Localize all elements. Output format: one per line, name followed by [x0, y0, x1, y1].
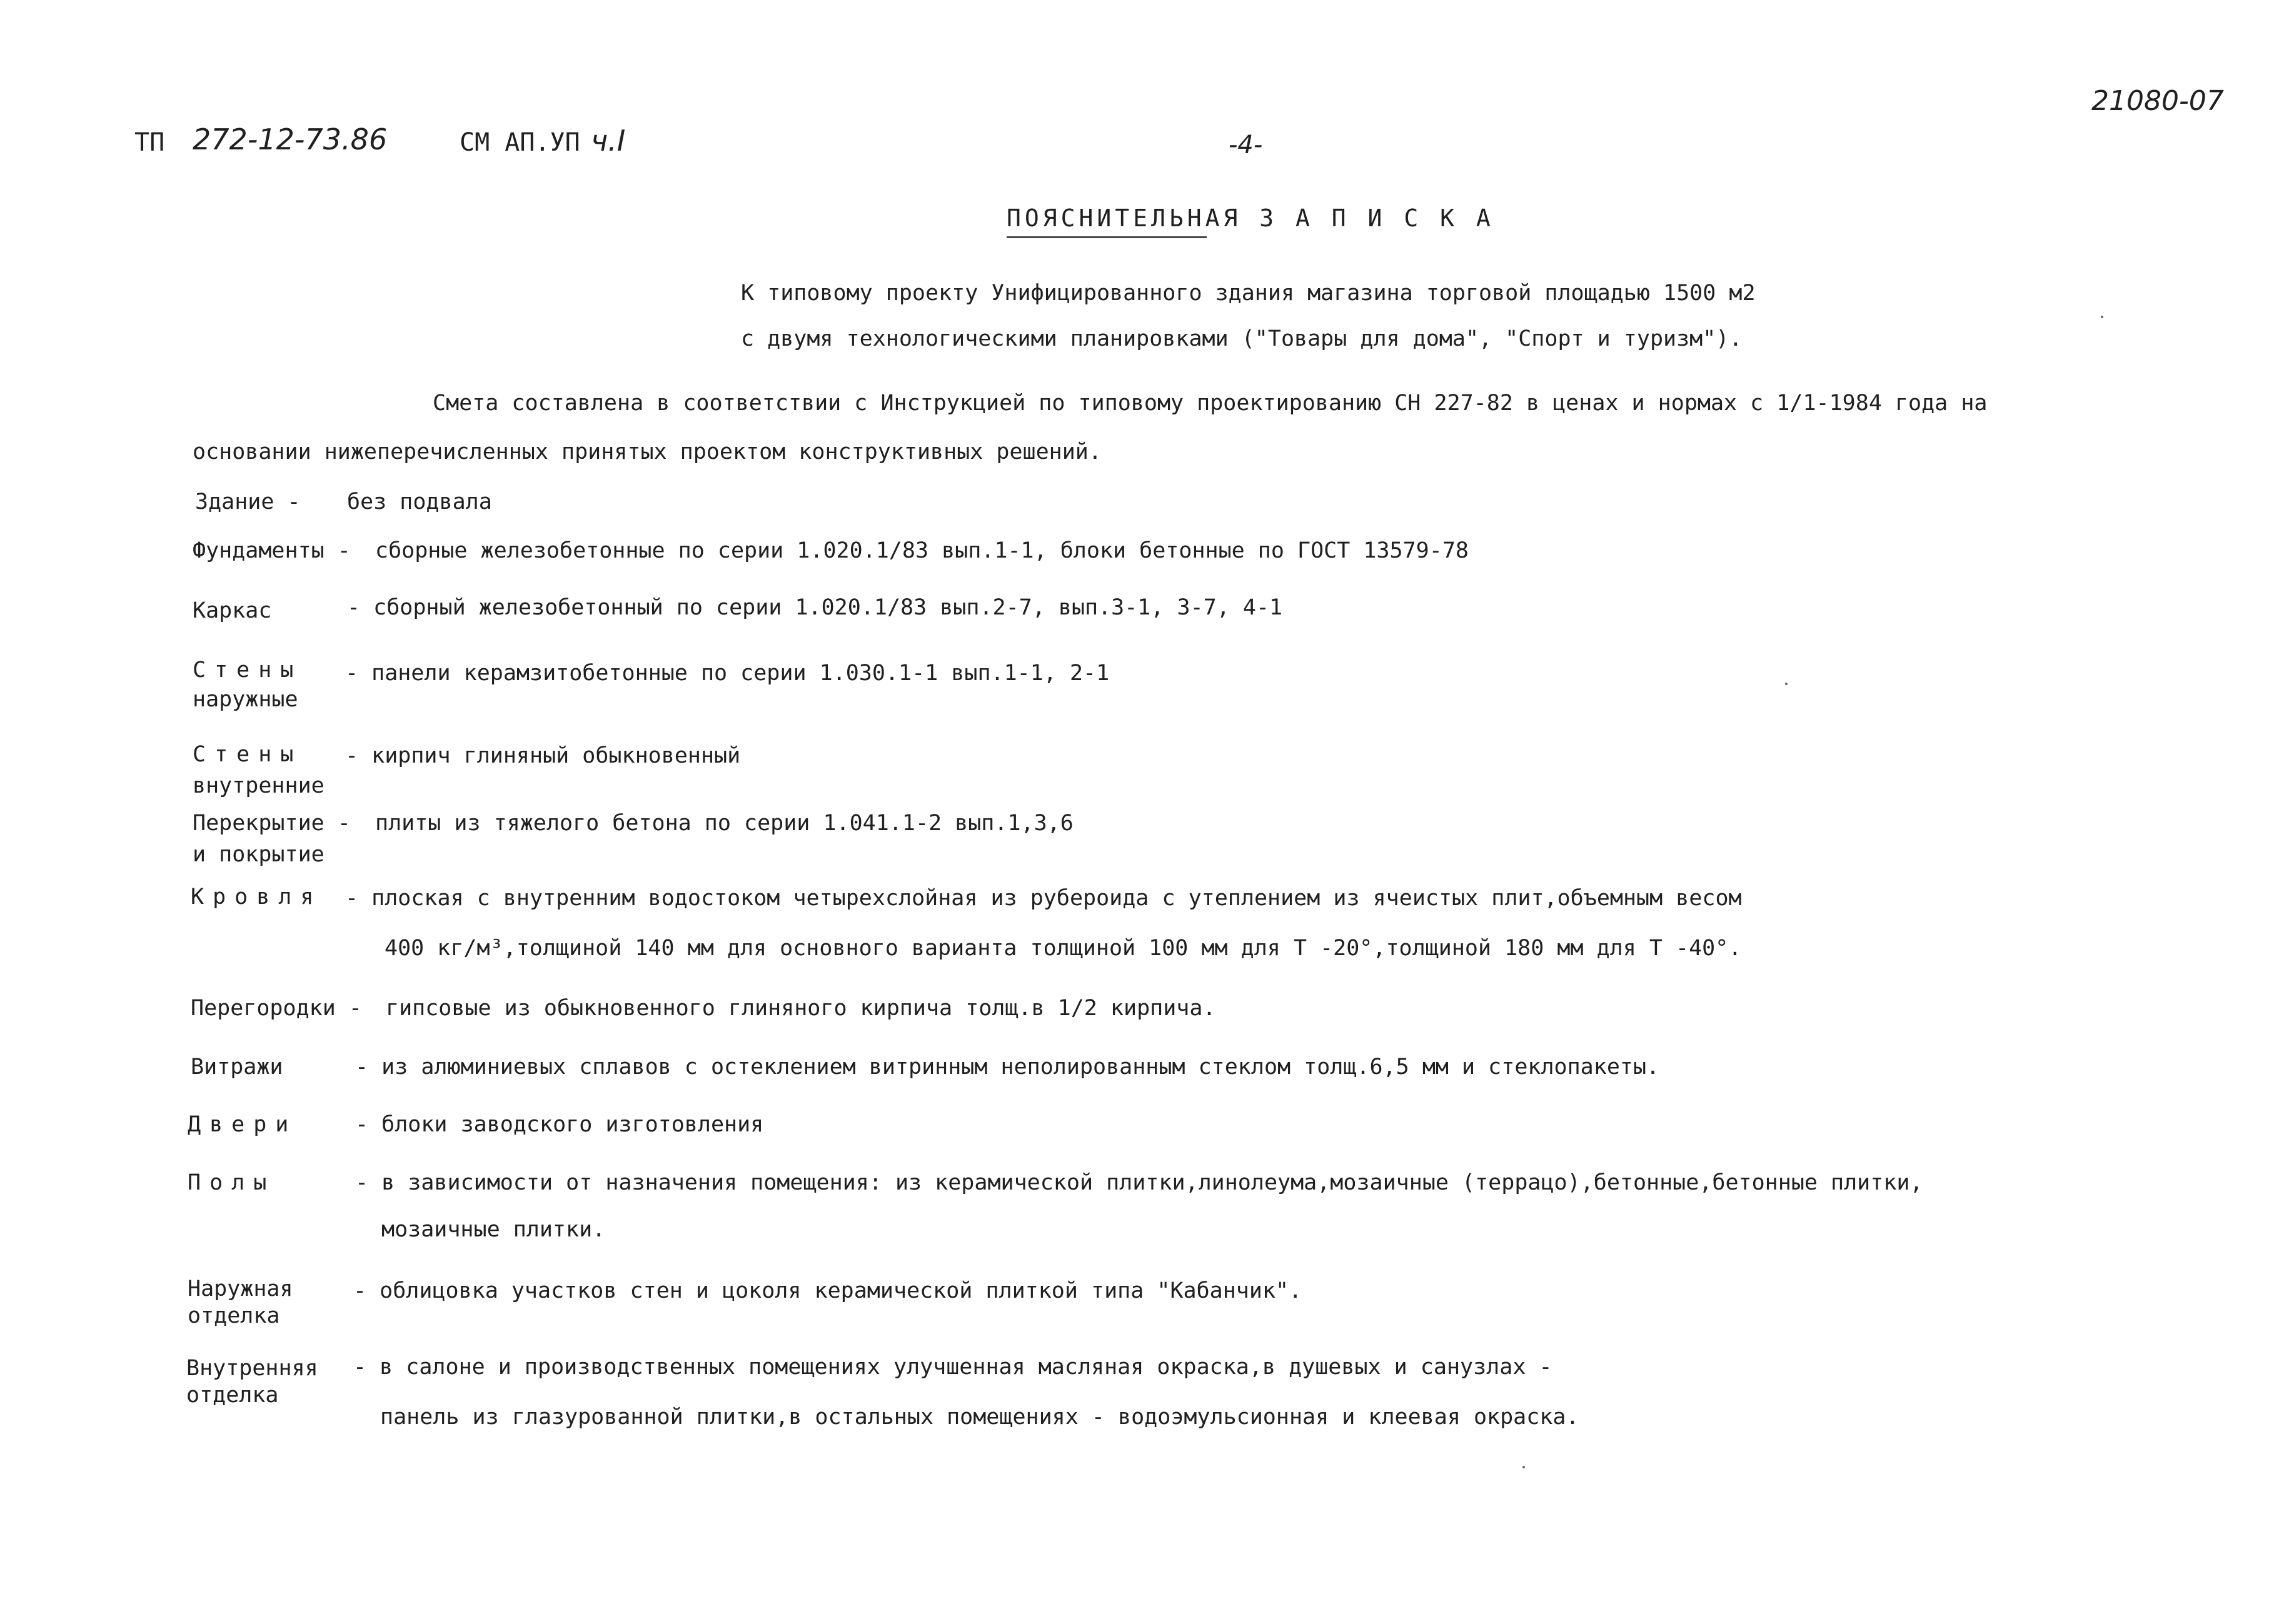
doc-code-prefix: ТП [134, 128, 165, 157]
item-label-interior-finish: Внутренняя [186, 1356, 318, 1381]
page-title: ПОЯСНИТЕЛЬНАЯ З А П И С К А [1007, 204, 1494, 232]
item-label-exterior-finish: Наружная [188, 1276, 293, 1301]
item-label-exterior-finish-2: отделка [188, 1303, 280, 1328]
item-value-doors: - блоки заводского изготовления [355, 1112, 764, 1137]
subtitle-line-2: с двумя технологическими планировками ("Товары для дома", "Спорт и туризм"). [741, 326, 1743, 351]
item-label-doors: Двери [188, 1112, 298, 1137]
item-value-interior-finish: - в салоне и производственных помещениях улучшенная масляная окраска,в душевых и санузлах - [353, 1355, 1552, 1380]
title-underline [1007, 236, 1207, 238]
item-value-floors-2: мозаичные плитки. [381, 1217, 606, 1242]
page-number: -4- [1229, 131, 1263, 159]
scan-speck [1785, 683, 1788, 685]
scan-speck [2101, 316, 2103, 318]
doc-code-suffix: СМ АП.УП [460, 128, 580, 157]
item-label-frame: Каркас [193, 598, 272, 623]
item-value-stained-glass: - из алюминиевых сплавов с остеклением витринным неполированным стеклом толщ.6,5 мм и стеклопакеты. [355, 1055, 1660, 1080]
item-label-building: Здание - [195, 489, 301, 514]
item-value-floors: - в зависимости от назначения помещения: из керамической плитки,линолеума,мозаичные (террацо),бетонные,бетонные плитки, [355, 1170, 1923, 1195]
item-label-partitions: Перегородки - [191, 996, 362, 1021]
intro-line-2: основании нижеперечисленных принятых проектом конструктивных решений. [193, 439, 1102, 464]
item-label-roof: Кровля [191, 885, 323, 910]
item-label-floors: Полы [188, 1170, 276, 1195]
item-value-building: без подвала [347, 489, 492, 514]
item-value-inner-walls: - кирпич глиняный обыкновенный [345, 743, 741, 768]
item-label-interior-finish-2: отделка [186, 1383, 279, 1408]
intro-line-1: Смета составлена в соответствии с Инструкцией по типовому проектированию СН 227-82 в ценах и нормах с 1/1-1984 года на [433, 391, 1988, 416]
doc-part: ч.I [591, 124, 626, 158]
item-value-frame: - сборный железобетонный по серии 1.020.1/83 вып.2-7, вып.3-1, 3-7, 4-1 [347, 595, 1283, 620]
item-label-foundations: Фундаменты - [193, 538, 351, 563]
item-label-outer-walls-2: наружные [193, 687, 298, 712]
item-label-outer-walls: Стены [193, 658, 303, 683]
subtitle-line-1: К типовому проекту Унифицированного здания магазина торговой площадью 1500 м2 [741, 281, 1756, 306]
item-label-floors-slabs-2: и покрытие [193, 842, 324, 867]
item-value-foundations: сборные железобетонные по серии 1.020.1/83 вып.1-1, блоки бетонные по ГОСТ 13579-78 [375, 538, 1469, 563]
scan-speck [1522, 1466, 1525, 1468]
item-label-inner-walls: Стены [193, 742, 303, 767]
item-value-interior-finish-2: панель из глазурованной плитки,в остальных помещениях - водоэмульсионная и клеевая окраска. [380, 1405, 1579, 1430]
item-value-partitions: гипсовые из обыкновенного глиняного кирпича толщ.в 1/2 кирпича. [386, 996, 1216, 1021]
item-label-inner-walls-2: внутренние [193, 773, 324, 798]
item-value-outer-walls: - панели керамзитобетонные по серии 1.030.1-1 вып.1-1, 2-1 [345, 661, 1110, 686]
item-value-floors-slabs: плиты из тяжелого бетона по серии 1.041.1-2 вып.1,3,6 [375, 811, 1074, 836]
doc-code-number: 272-12-73.86 [193, 123, 388, 156]
item-value-roof: - плоская с внутренним водостоком четырехслойная из рубероида с утеплением из ячеистых плит,объемным весом [345, 886, 1742, 911]
archive-number: 21080-07 [2091, 85, 2224, 117]
item-label-floors-slabs: Перекрытие - [193, 811, 351, 836]
item-value-exterior-finish: - облицовка участков стен и цоколя керамической плиткой типа "Кабанчик". [353, 1278, 1302, 1303]
item-label-stained-glass: Витражи [191, 1055, 283, 1080]
item-value-roof-2: 400 кг/м³,толщиной 140 мм для основного варианта толщиной 100 мм для Т -20°,толщиной 180 мм для Т -40°. [385, 936, 1742, 961]
